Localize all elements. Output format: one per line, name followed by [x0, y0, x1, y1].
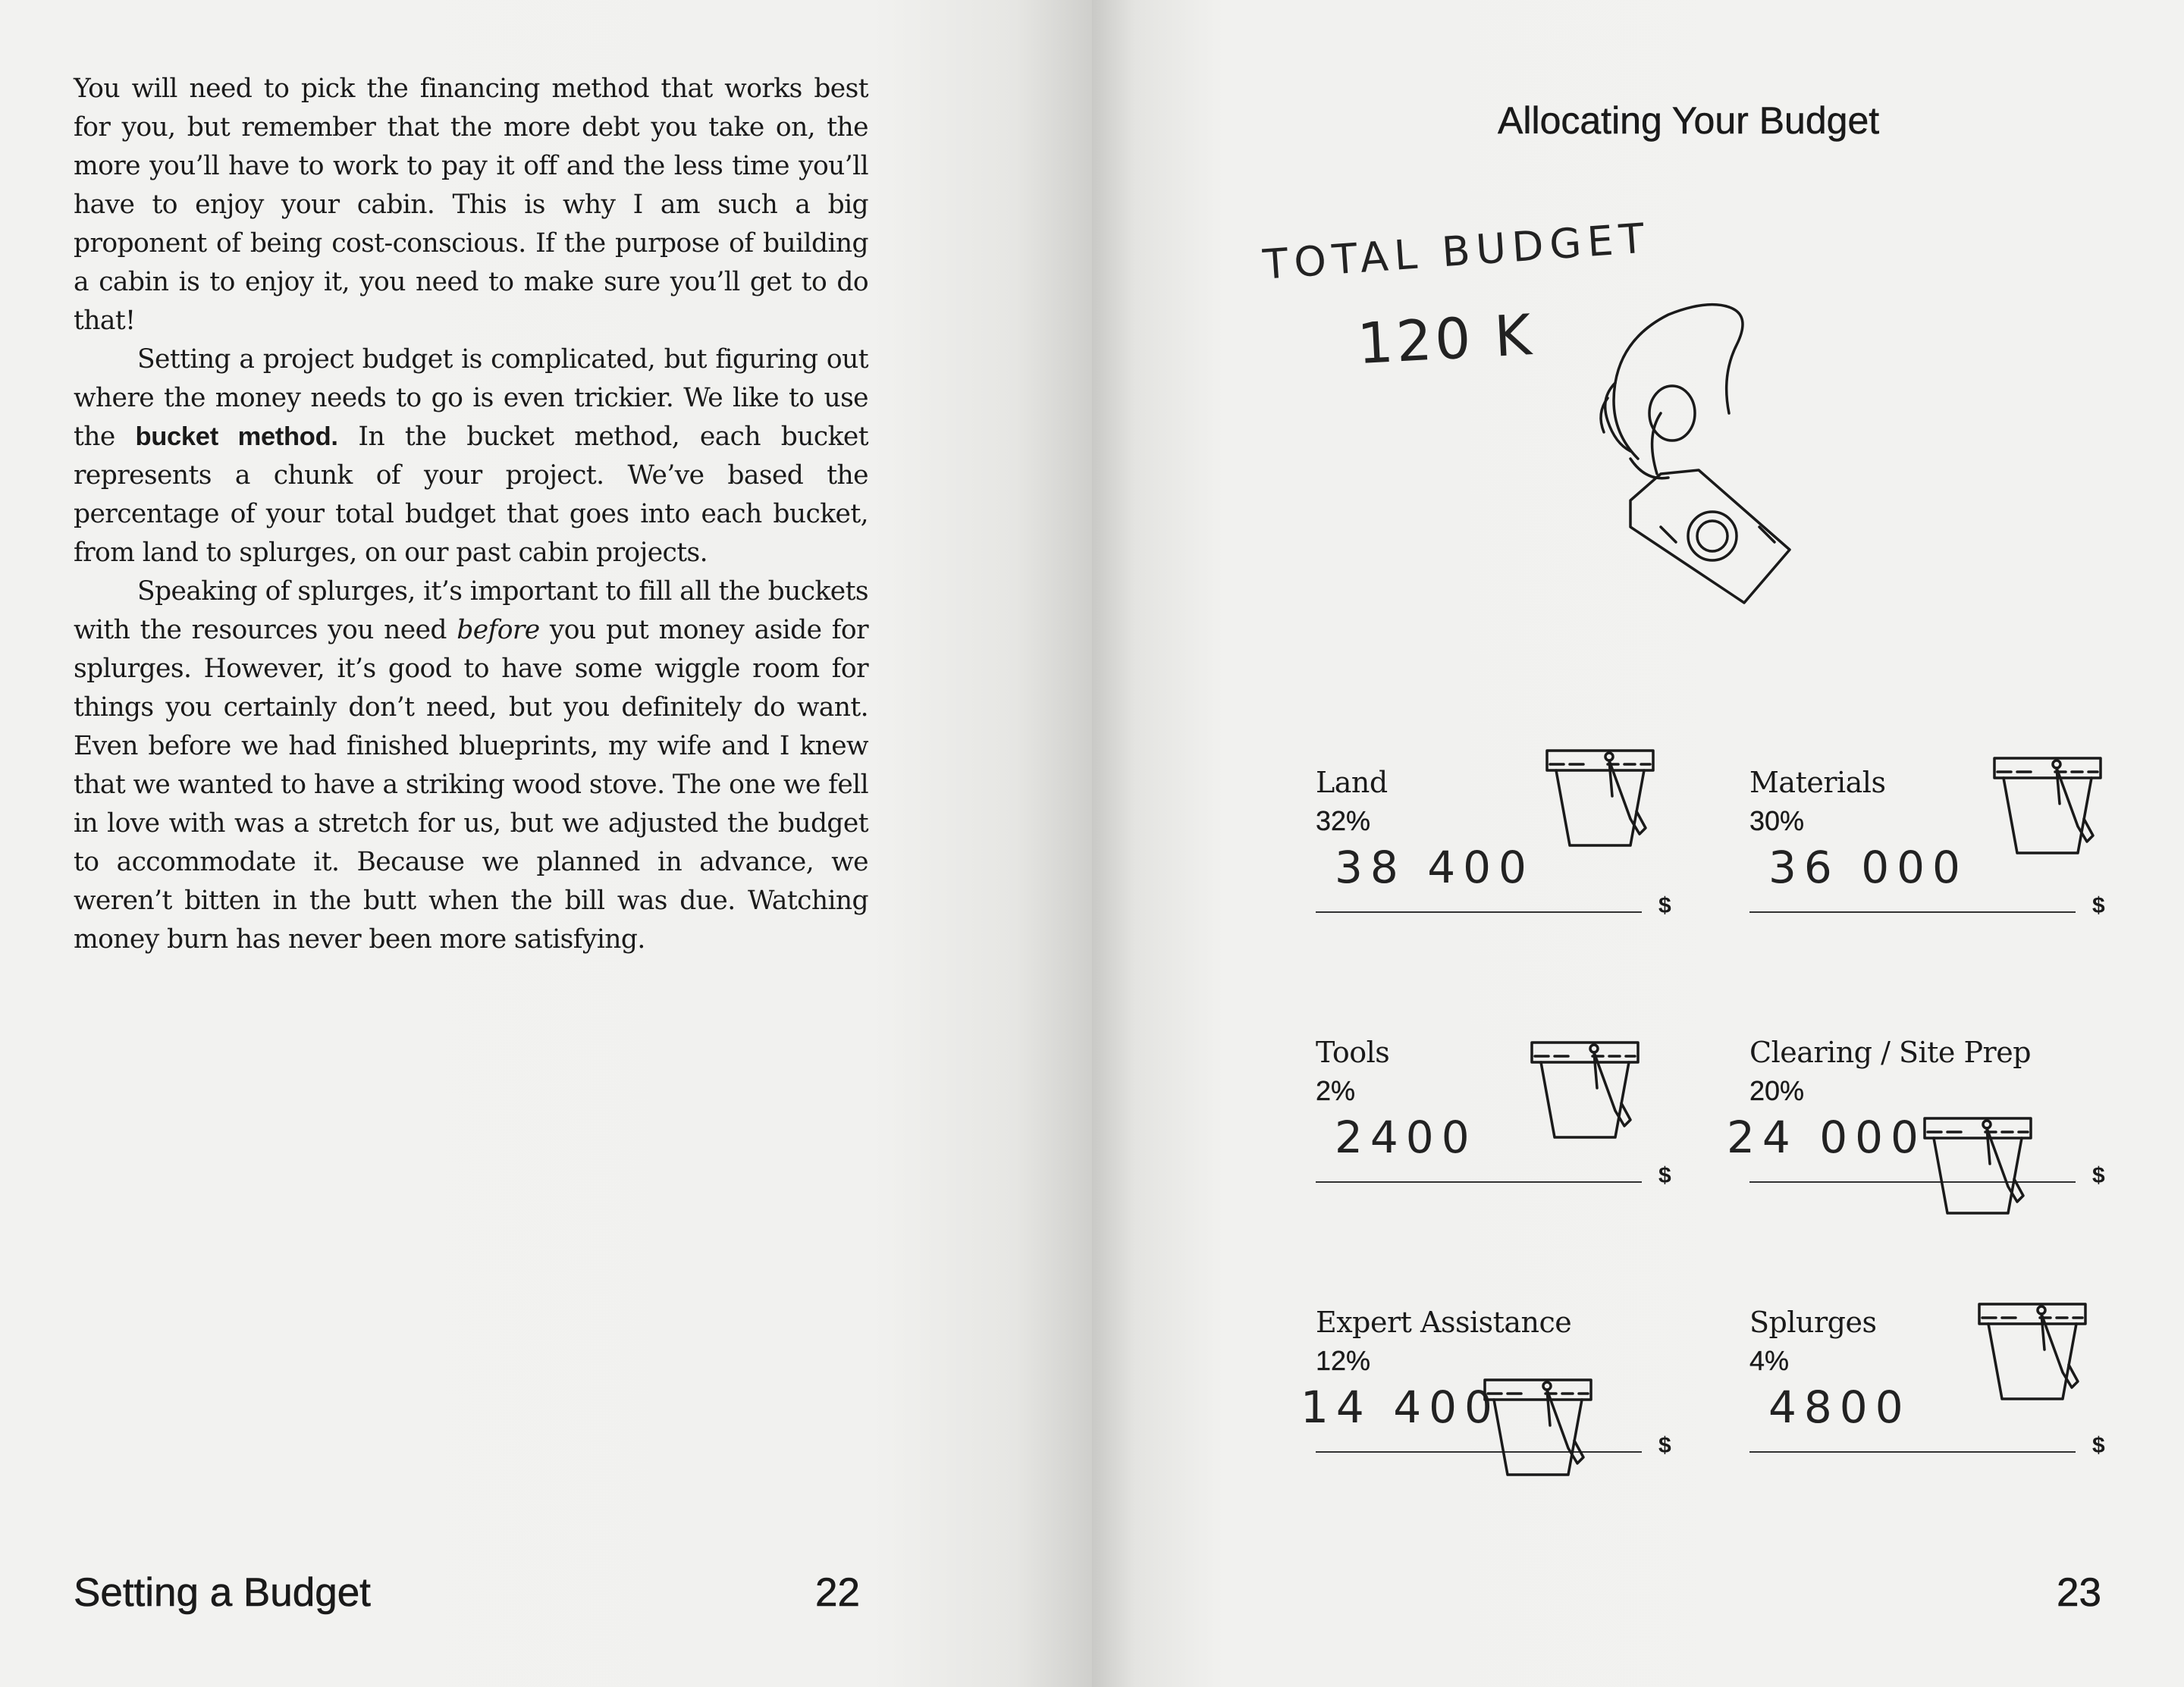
- bucket-icon: [1987, 751, 2108, 872]
- bucket-percent: 4%: [1749, 1345, 1790, 1376]
- before-emphasis: before: [457, 615, 540, 645]
- currency-symbol: $: [1658, 893, 1671, 918]
- bucket-amount[interactable]: 14 400: [1301, 1381, 1500, 1433]
- paragraph-2: [74, 340, 868, 572]
- bucket-icon: [1972, 1297, 2093, 1418]
- bucket-icon: [1539, 743, 1661, 864]
- amount-line: [1316, 1181, 1642, 1183]
- bucket-amount[interactable]: 4800: [1768, 1381, 1911, 1433]
- paragraph-3-text: Speaking of splurges, it’s important to fill all the buckets with the resources you need: [74, 576, 868, 645]
- hand-holding-money-icon: [1585, 299, 1828, 618]
- bucket-label: Clearing / Site Prep: [1749, 1036, 2032, 1069]
- bucket-icon: [1477, 1372, 1599, 1494]
- paragraph-3: [74, 572, 868, 959]
- bucket-amount[interactable]: 2400: [1335, 1112, 1477, 1163]
- bucket-percent: 30%: [1749, 805, 1805, 836]
- bucket-percent: 20%: [1749, 1075, 1805, 1106]
- currency-symbol: $: [2092, 1433, 2105, 1458]
- footer-title: Setting a Budget: [74, 1570, 371, 1615]
- paragraph-1: You will need to pick the financing method that works best for you, but remember that the more debt you take on, the more you’ll have to work to pay it off and the less time you’ll have to enjoy your cabin. This is why I am such a big proponent of being cost-conscious. If the purpose of building a cabin is to enjoy it, you need to make sure you’ll get to do that!: [74, 74, 868, 336]
- bucket-icon: [1524, 1035, 1646, 1156]
- bucket-method-term: bucket method.: [135, 422, 338, 451]
- bucket-label: Tools: [1316, 1036, 1390, 1069]
- bucket-label: Splurges: [1749, 1306, 1877, 1339]
- currency-symbol: $: [2092, 1163, 2105, 1188]
- paragraph-2-text-cont: In the bucket method, each bucket represents a chunk of your project. We’ve based the percentage of your total budget that goes into each bucket, from land to splurges, on our past cabin projects.: [74, 422, 869, 568]
- bucket-label: Materials: [1749, 766, 1886, 799]
- paragraph-3-text-cont: you put money aside for splurges. However, it’s good to have some wiggle room for things you certainly don’t need, but you definitely do want. Even before we had finished blueprints, my wife and I knew that we wanted to have a striking wood stove. The one we fell in love with was a stretch for us, but we adjusted the budget to accommodate it. Because we planned in advance, we weren’t bitten in the butt when the bill was due. Watching money burn has never been more satisfying.: [74, 615, 869, 955]
- bucket-percent: 12%: [1316, 1345, 1371, 1376]
- currency-symbol: $: [1658, 1433, 1671, 1458]
- bucket-amount[interactable]: 38 400: [1335, 842, 1534, 893]
- bucket-percent: 32%: [1316, 805, 1371, 836]
- section-title: Allocating Your Budget: [1498, 99, 1880, 142]
- paragraph-2-text: Setting a project budget is complicated, but figuring out where the money needs to go is even trickier. We like to use the: [74, 344, 868, 452]
- bucket-amount[interactable]: 36 000: [1768, 842, 1968, 893]
- amount-line: [1749, 1451, 2076, 1453]
- total-budget-value: 120 K: [1355, 302, 1536, 378]
- bucket-label: Land: [1316, 766, 1388, 799]
- total-budget-label: TOTAL BUDGET: [1261, 214, 1652, 289]
- bucket-label: Expert Assistance: [1316, 1306, 1572, 1339]
- body-text: [74, 70, 868, 959]
- page-number-left: 22: [815, 1570, 860, 1615]
- bucket-percent: 2%: [1316, 1075, 1356, 1106]
- page-number-right: 23: [2057, 1570, 2101, 1615]
- amount-line: [1749, 911, 2076, 913]
- currency-symbol: $: [1658, 1163, 1671, 1188]
- currency-symbol: $: [2092, 893, 2105, 918]
- bucket-icon: [1917, 1111, 2038, 1232]
- bucket-tools: [1316, 1036, 1710, 1225]
- bucket-amount[interactable]: 24 000: [1727, 1112, 1926, 1163]
- amount-line: [1316, 911, 1642, 913]
